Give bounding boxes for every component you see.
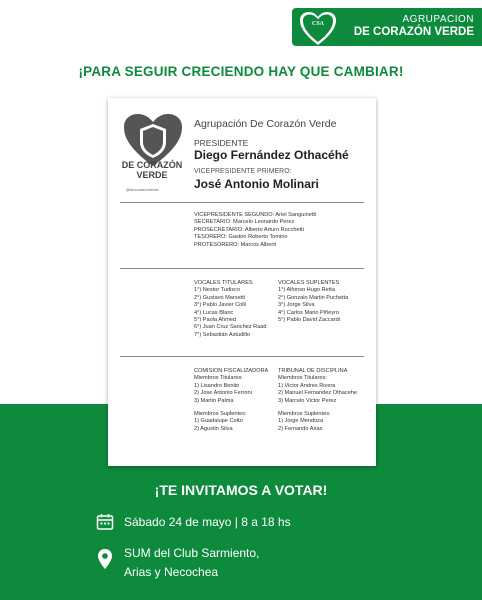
officer-item: PROSECRETARIO: Alberto Arturo Rocchetti [194,226,304,233]
list-item: 2) Jose Antonio Ferroni [194,390,252,397]
vocales-titulares [194,280,267,339]
comision-fiscalizadora [194,368,268,433]
list-item: 5°) Pablo David Zaccardi [278,316,340,323]
section-title: COMISION FISCALIZADORA [194,368,269,374]
ballot-sheet [108,98,376,466]
list-item: 1°) Alfonso Hugo Retta [278,287,335,294]
officer-item: VICEPRESIDENTE SEGUNDO: Ariel Sanguinetti [194,212,317,218]
officer-item: TESORERO: Gaston Roberto Tomino [194,234,288,241]
list-item: 1°) Nestor Tudisco [194,287,241,294]
list-item: 1) Guadalupe Cotto [194,418,243,425]
divider [120,268,364,269]
vice-role: VICEPRESIDENTE PRIMERO: [194,168,292,175]
list-item: 3) Marcelo Victor Perez [278,397,337,404]
list-item: 2) Fernando Arias [278,425,323,432]
calendar-icon [96,513,114,531]
location-pin-icon [97,548,113,570]
list-item: 6°) Juan Cruz Sanchez Raad [194,324,267,331]
tribunal-disciplina [278,368,357,433]
vice-name: José Antonio Molinari [194,177,319,191]
headline: ¡PARA SEGUIR CRECIENDO HAY QUE CAMBIAR! [78,64,404,79]
section-title: VOCALES TITULARES [194,280,253,286]
event-date: Sábado 24 de mayo | 8 a 18 hs [124,515,291,529]
list-item: 1) Jorge Mendoza [278,418,324,425]
list-item: 2°) Gonzalo Martin Puchetta [278,294,349,301]
divider [120,202,364,203]
crest-letters: CSA [311,21,325,27]
list-item: 4°) Lucas Blanc [194,309,234,316]
divider [120,356,364,357]
president-role: PRESIDENTE [194,138,249,148]
header-badge [292,8,482,46]
badge-line1: AGRUPACION [402,14,474,25]
cta-heading: ¡TE INVITAMOS A VOTAR! [154,482,328,498]
list-item: 2) Manuel Fernandez Othacehe [278,390,357,397]
section-title: TRIBUNAL DE DISCIPLINA [278,368,348,374]
list-item: 1) Lisandro Benito [194,382,240,389]
location-line2: Arias y Necochea [124,565,219,579]
vocales-suplentes [278,280,348,324]
subsection-label: Miembros Suplentes: [278,410,331,417]
subsection-label: Miembros Titulares: [194,375,243,382]
officer-item: SECRETARIO: Marcelo Leonardo Perez [194,219,295,226]
list-item: 4°) Carlos Mario Piñeyro [278,309,339,316]
badge-line2: DE CORAZÓN VERDE [353,26,474,38]
subsection-label: Miembros Titulares: [278,375,327,382]
ballot-org: Agrupación De Corazón Verde [194,118,337,130]
list-item: 5°) Paola Ahmed [194,316,237,323]
heart-crest-icon [298,11,338,47]
list-item: 2°) Gustavo Marsetti [194,294,246,301]
location-line1: SUM del Club Sarmiento, [124,546,260,560]
list-item: 2) Agustin Silva [194,425,233,432]
list-item: 3°) Jorge Silva [278,302,315,309]
ballot-logo-title: DE CORAZÓN VERDE [121,160,183,180]
officers-list [194,212,316,249]
president-name: Diego Fernández Othacéhé [194,148,349,162]
list-item: 7°) Sebastián Astudillo [194,331,251,338]
subsection-label: Miembros Suplentes: [194,410,247,417]
ballot-logo-handle: @decorazonverde [126,187,159,192]
list-item: 3) Martin Palma [194,397,234,404]
officer-item: PROTESORERO: Marcos Alberti [194,241,277,248]
section-title: VOCALES SUPLENTES [278,280,340,286]
list-item: 3°) Pablo Javier Colli [194,302,246,309]
list-item: 1) Victor Andres Rivera [278,382,336,389]
